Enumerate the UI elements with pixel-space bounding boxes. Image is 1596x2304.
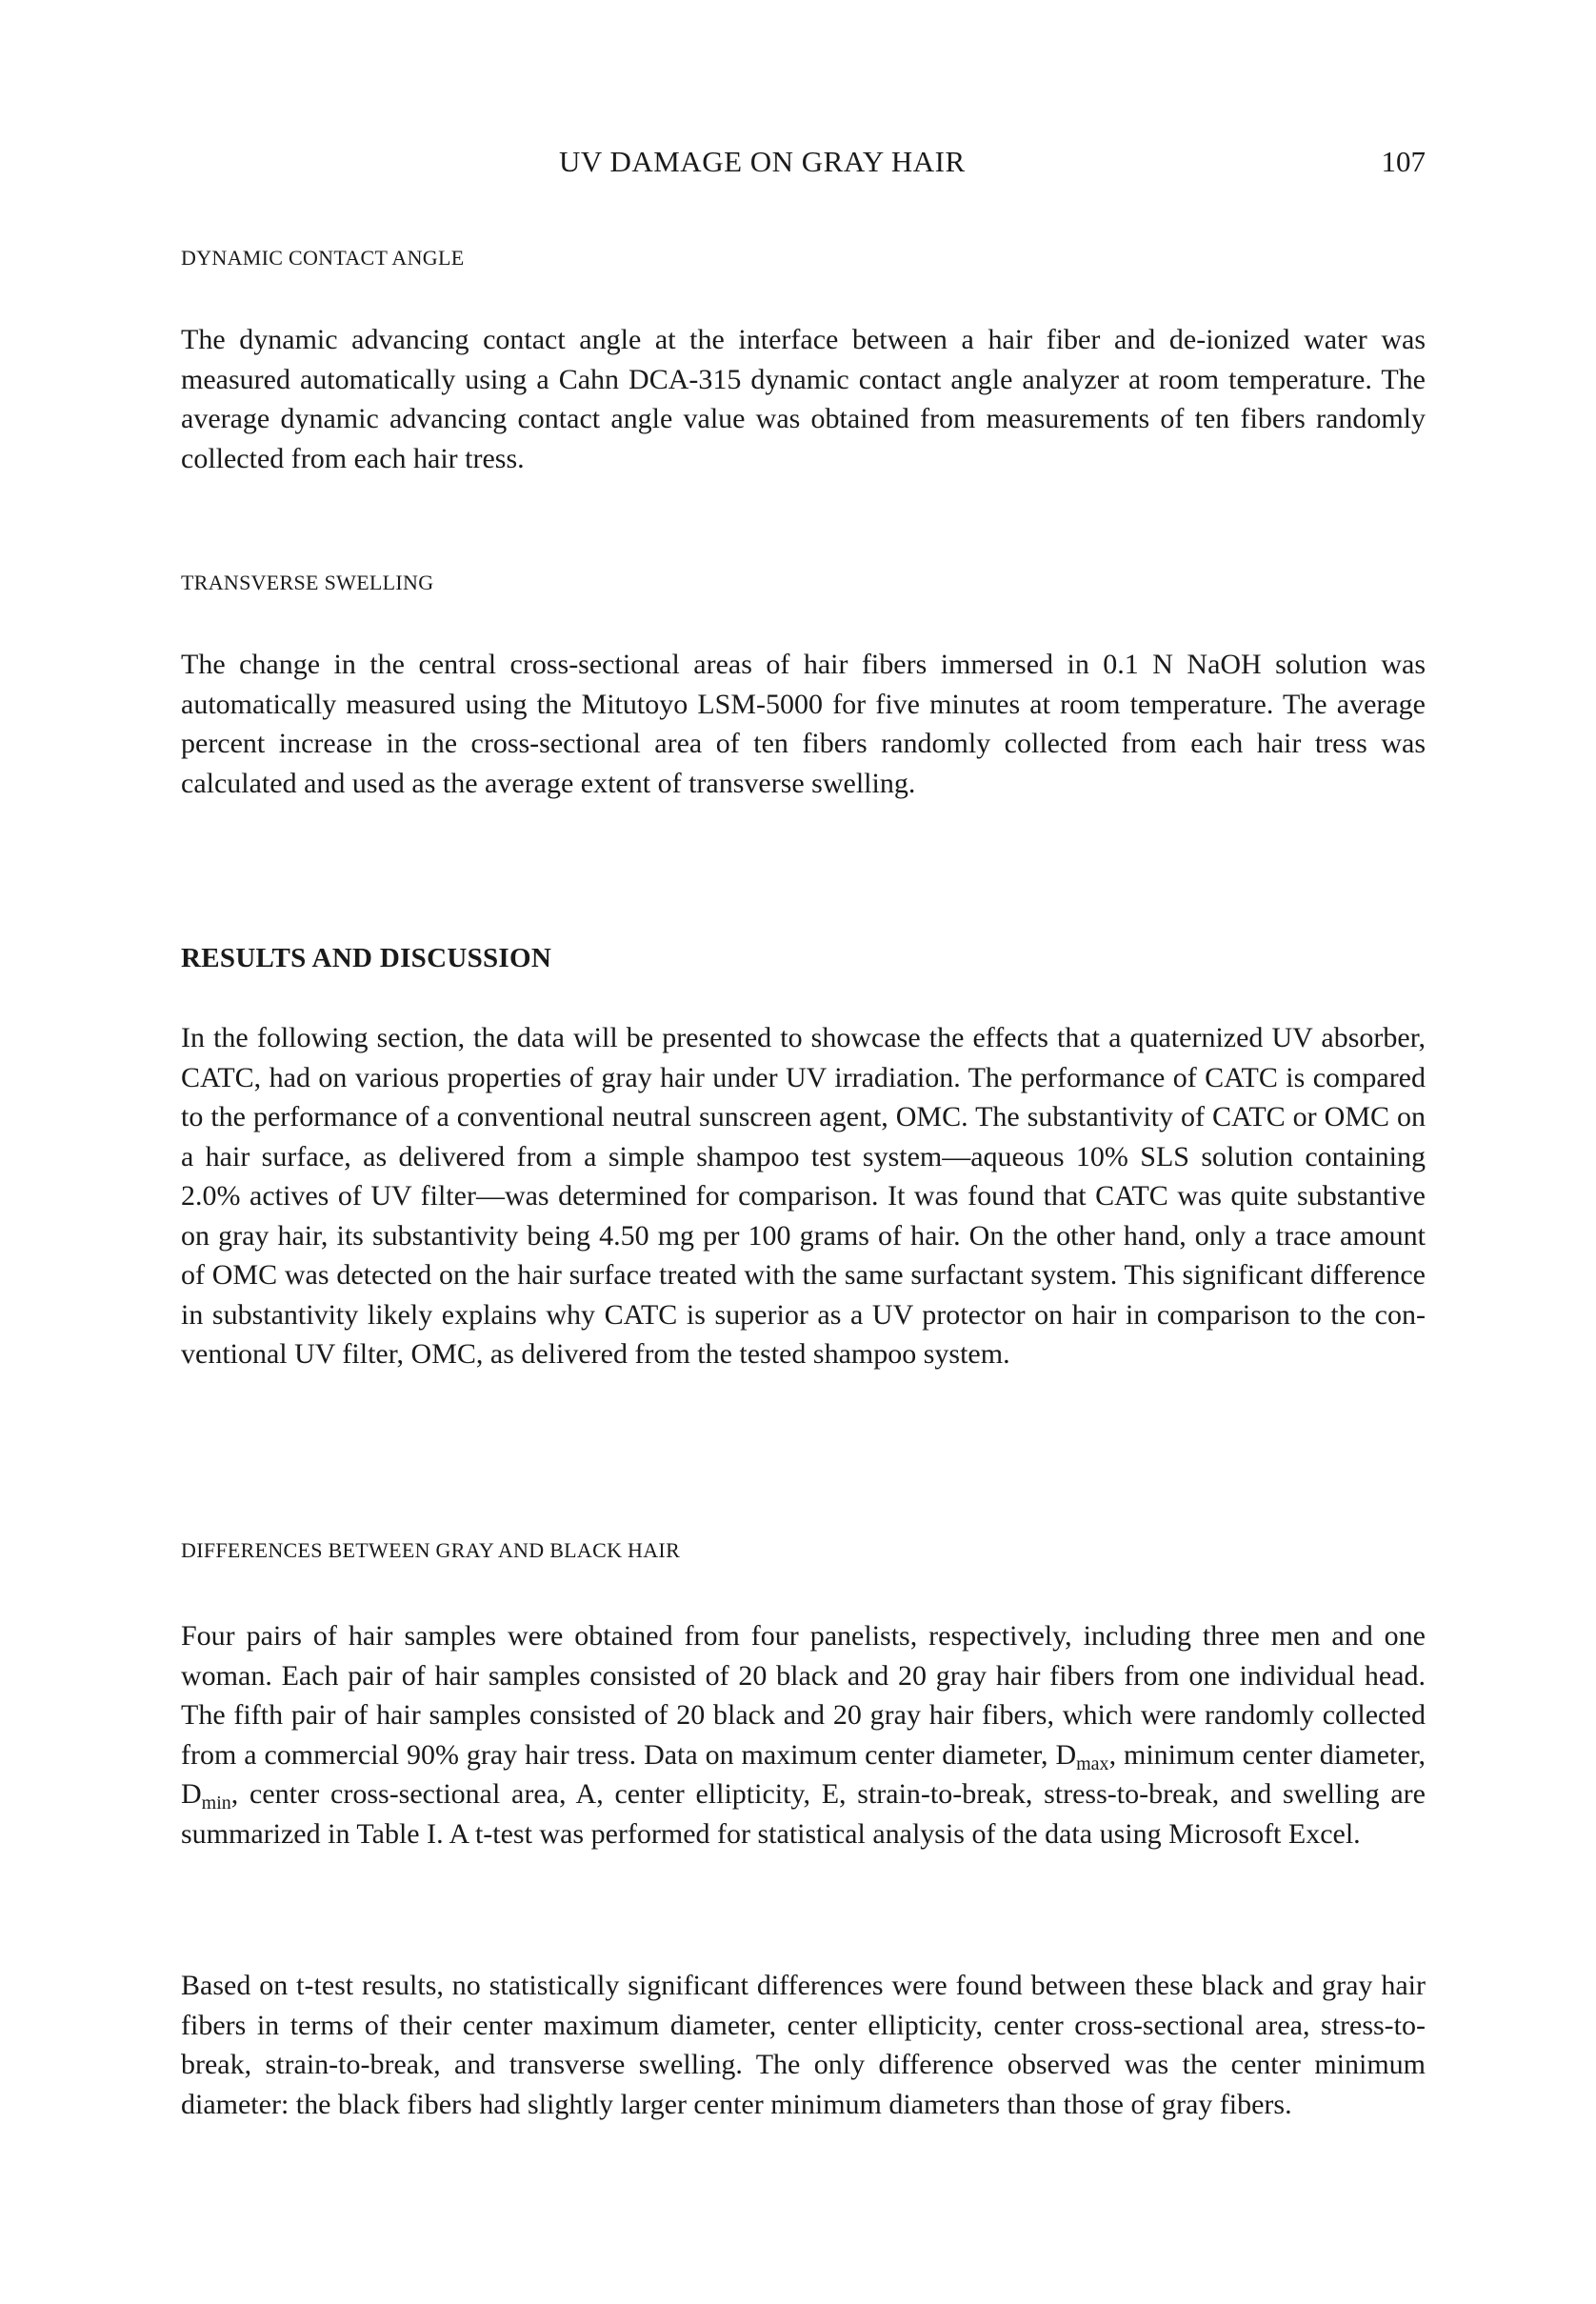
paragraph-text: , minimum center diameter, D — [181, 1738, 1426, 1810]
section-heading-results-and-discussion: RESULTS AND DISCUSSION — [181, 943, 552, 973]
subheading-differences-gray-black: DIFFERENCES BETWEEN GRAY AND BLACK HAIR — [181, 1538, 681, 1562]
page-number: 107 — [1381, 145, 1426, 178]
paragraph-differences-1 — [181, 1616, 1426, 1853]
subscript-max: max — [1076, 1753, 1109, 1774]
paragraph-results-and-discussion: In the following section, the data will be presented to showcase the effects that a quaternized UV absorber, CATC, had on various properties of gray hair under UV irradiation. The performance of CATC is compared to the performance of a conventional neutral sunscreen agent, OMC. The substantivity of CATC or OMC on a hair surface, as delivered from a simple shampoo test system—aqueous 10% SLS solution containing 2.0% actives of UV filter—was determined for comparison. It was found that CATC was quite substantive on gray hair, its substantivity being 4.50 mg per 100 grams of hair. On the other hand, only a trace amount of OMC was detected on the hair surface treated with the same surfactant system. This significant difference in substantivity likely explains why CATC is superior as a UV protector on hair in comparison to the conventional UV filter, OMC, as delivered from the tested shampoo system. — [181, 1022, 1426, 1370]
subscript-min: min — [201, 1793, 231, 1813]
paragraph-transverse-swelling: The change in the central cross-sectional areas of hair fibers immersed in 0.1 N NaOH solution was automatically measured using the Mitutoyo LSM-5000 for five minutes at room temperature. The average percent increase in the cross-sectional area of ten fibers randomly collected from each hair tress was calculated and used as the average extent of transverse swelling. — [181, 649, 1426, 799]
running-title: UV DAMAGE ON GRAY HAIR — [559, 145, 966, 178]
paragraph-text: , center cross-sectional area, A, center ellipticity, E, strain-to-break, stress-to-break, and swelling are summarized in Table I. A t-test was performed for statistical analysis of the data using Microsoft Excel. — [181, 1778, 1426, 1850]
subheading-transverse-swelling: TRANSVERSE SWELLING — [181, 571, 434, 594]
running-head — [181, 145, 1426, 183]
paragraph-text: Four pairs of hair samples were obtained from four panelists, respectively, including three men and one woman. Each pair of hair samples consisted of 20 black and 20 gray hair fibers from one individual head. The fifth pair of hair samples consisted of 20 black and 20 gray hair fibers, which were randomly collected from a commercial 90% gray hair tress. Data on maximum center diameter, D — [181, 1620, 1426, 1771]
paragraph-differences-2: Based on t-test results, no statistically significant differences were found between these black and gray hair fibers in terms of their center maximum diameter, center ellipticity, center cross-sectional area, stress-to-break, strain-to-break, and transverse swelling. The only difference observed was the center minimum diameter: the black fibers had slightly larger center minimum diameters than those of gray fibers. — [181, 1970, 1426, 2120]
paragraph-dynamic-contact-angle: The dynamic advancing contact angle at the interface between a hair fiber and de-ionized water was measured automatically using a Cahn DCA-315 dynamic contact angle analyzer at room temperature. The average dynamic advancing contact angle value was obtained from measurements of ten fibers randomly collected from each hair tress. — [181, 324, 1426, 474]
subheading-dynamic-contact-angle: DYNAMIC CONTACT ANGLE — [181, 246, 465, 270]
